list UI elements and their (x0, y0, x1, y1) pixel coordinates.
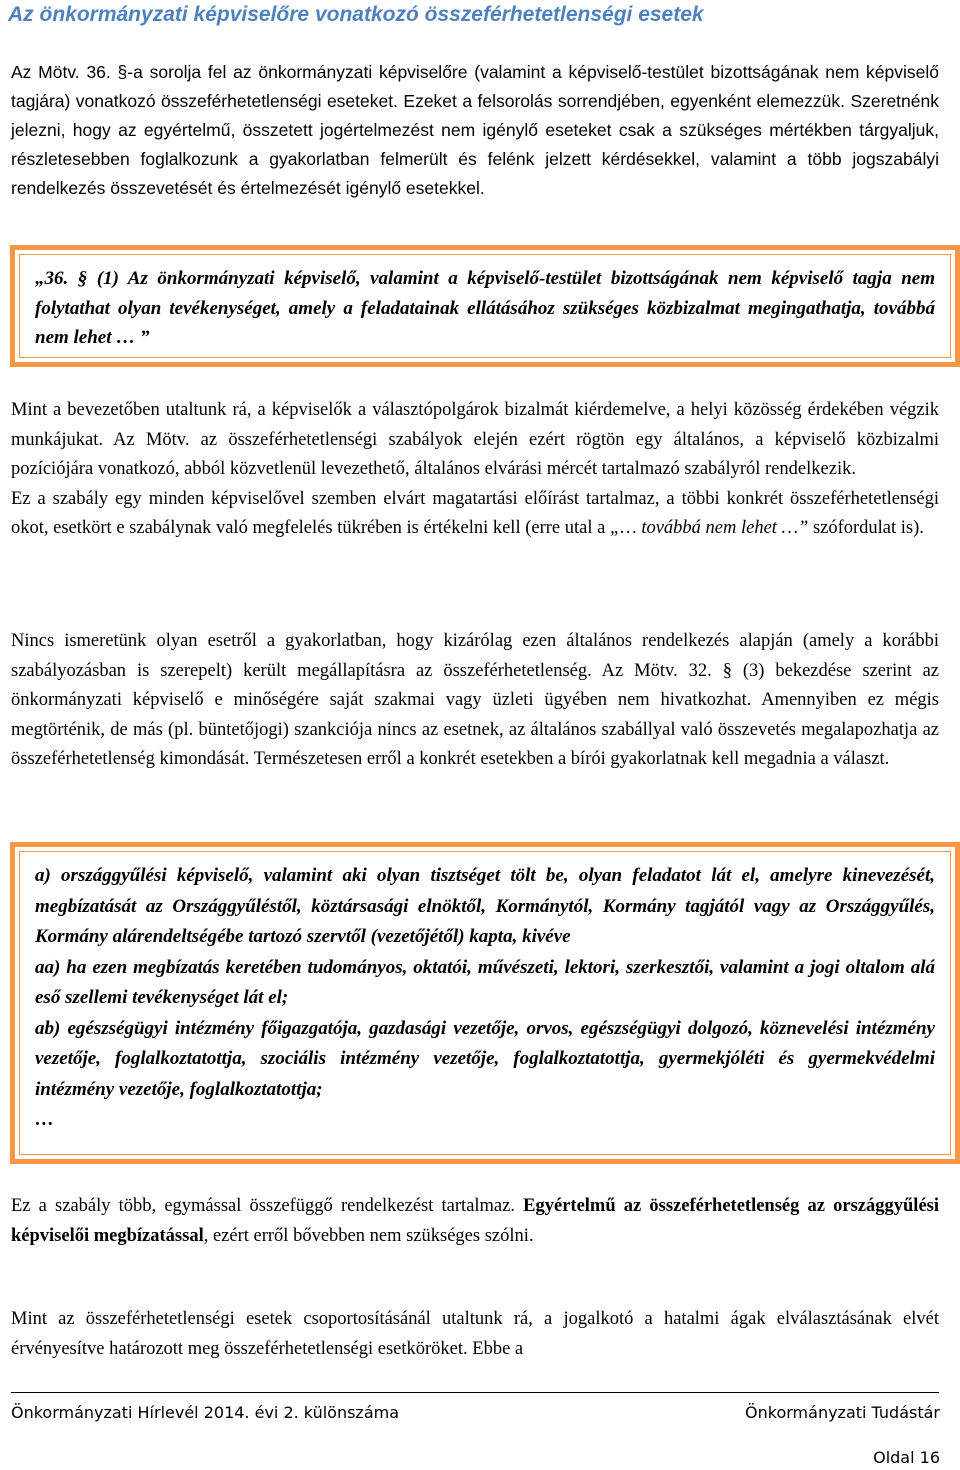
law-quote-36-text (35, 264, 935, 353)
footer-publication: Önkormányzati Hírlevél 2014. évi 2. különszáma (11, 1403, 400, 1422)
paragraph-general-rule-part2b: szófordulat is). (808, 518, 924, 538)
intro-paragraph (11, 58, 939, 203)
law-quote-box-36 (10, 245, 960, 367)
footer-source: Önkormányzati Tudástár (745, 1403, 940, 1422)
law-quote-box-a (10, 842, 960, 1164)
paragraph-parliament-bold: Egyértelmű az összeférhetetlenség az országgyűlési képviselői megbízatással (11, 1196, 939, 1246)
quote-point-a: a) országgyűlési képviselő, valamint aki olyan tisztséget tölt be, olyan feladatot lát el, amelyre kinevezését, megbízatását az Országgyűléstől, köztársasági elnöktől, Kormánytól, Kormány tagjától vagy az Országgyűlés, Kormány alárendeltségébe tartozó szervtől (vezetőjétől) kapta, kivéve (35, 865, 935, 947)
paragraph-general-rule (11, 396, 939, 544)
paragraph-general-rule-part1: Mint a bevezetőben utaltunk rá, a képviselők a választópolgárok bizalmát kiérdemelve, a helyi közösség érdekében végzik munkájukat. Az Mötv. az összeférhetetlenségi szabályok elején ezért rögtön egy általános, a képviselő közbizalmi pozíciójára vonatkozó, abból közvetlenül levezethető, általános elvárási mércét tartalmazó szabályról rendelkezik. (11, 400, 939, 479)
footer-divider (11, 1392, 939, 1393)
paragraph-general-rule-quote: „… továbbá nem lehet …” (609, 518, 809, 538)
quote-point-ab: ab) egészségügyi intézmény főigazgatója, gazdasági vezetője, orvos, egészségügyi dolgozó, köznevelési intézmény vezetője, foglalkoztatottja, szociális intézmény vezetője, foglalkoztatottja, gyermekjóléti és gyermekvédelmi intézmény vezetője, foglalkoztatottja; (35, 1017, 935, 1100)
paragraph-case-practice: Nincs ismeretünk olyan esetről a gyakorlatban, hogy kizárólag ezen általános rendelkezés alapján (amely a korábbi szabályozásban is szerepelt) került megállapításra az összeférhetetlenség. Az Mötv. 32. § (3) bekezdése szerint az önkormányzati képviselő e minőségére saját szakmai vagy üzleti ügyében nem hivatkozhat. Amennyiben ez mégis megtörténik, de más (pl. büntetőjogi) szankciója nincs az esetnek, az általános szabállyal való összevetés megalapozhatja az összeférhetetlenség kimondását. Természetesen erről a konkrét esetekben a bírói gyakorlatnak kell megadnia a választ. (11, 631, 939, 769)
quote-ellipsis: … (35, 1109, 54, 1130)
paragraph-separation-of-powers: Mint az összeférhetetlenségi esetek csoportosításánál utaltunk rá, a jogalkotó a hatalmi ágak elválasztásának elvét érvényesítve határozott meg összeférhetetlenségi esetköröket. Ebbe a (11, 1309, 939, 1359)
quote-36-body: (1) Az önkormányzati képviselő, valamint a képviselő-testület bizottságának nem képviselő tagja nem folytathat olyan tevékenységet, amely a feladatainak ellátásához szükséges közbizalmat megingathatja, továbbá nem lehet … ” (35, 268, 936, 348)
page-number: Oldal 16 (873, 1448, 940, 1467)
intro-sentence-1: Az Mötv. 36. §-a sorolja fel az önkormányzati képviselőre (valamint a képviselő-testület bizottságának nem képviselő tagjára) vonatkozó összeférhetetlenségi eseteket. Ezeket a felsorolás sorrendjében, egyenként elemezzük. (11, 62, 939, 111)
law-quote-a-text (35, 861, 935, 1136)
quote-point-aa: aa) ha ezen megbízatás keretében tudományos, oktatói, művészeti, lektori, szerkesztői, valamint a jogi oltalom alá eső szellemi tevékenységet lát el; (35, 956, 935, 1008)
section-heading: Az önkormányzati képviselőre vonatkozó összeférhetetlenségi esetek (8, 3, 704, 26)
paragraph-parliament-pre: Ez a szabály több, egymással összefüggő rendelkezést tartalmaz. (11, 1196, 524, 1216)
intro-sentence-2: Szeretnénk jelezni, hogy az egyértelmű, összetett jogértelmezést nem igénylő eseteket csak a szükséges mértékben tárgyaljuk, részletesebben foglalkozunk a gyakorlatban felmerült és felénk jelzett kérdésekkel, valamint a több jogszabályi rendelkezés összevetését és értelmezését igénylő esetekkel. (11, 91, 939, 198)
quote-36-lead: „36. § (35, 268, 97, 289)
paragraph-general-rule-part2a: Ez a szabály egy minden képviselővel szemben elvárt magatartási előírást tartalmaz, a többi konkrét összeférhetetlenségi okot, esetkört e szabálynak való megfelelés tükrében is értékelni kell (erre utal a (11, 488, 939, 538)
paragraph-parliament-post: , ezért erről bővebben nem szükséges szólni. (203, 1225, 534, 1246)
paragraph-parliament-mandate (11, 1192, 939, 1251)
